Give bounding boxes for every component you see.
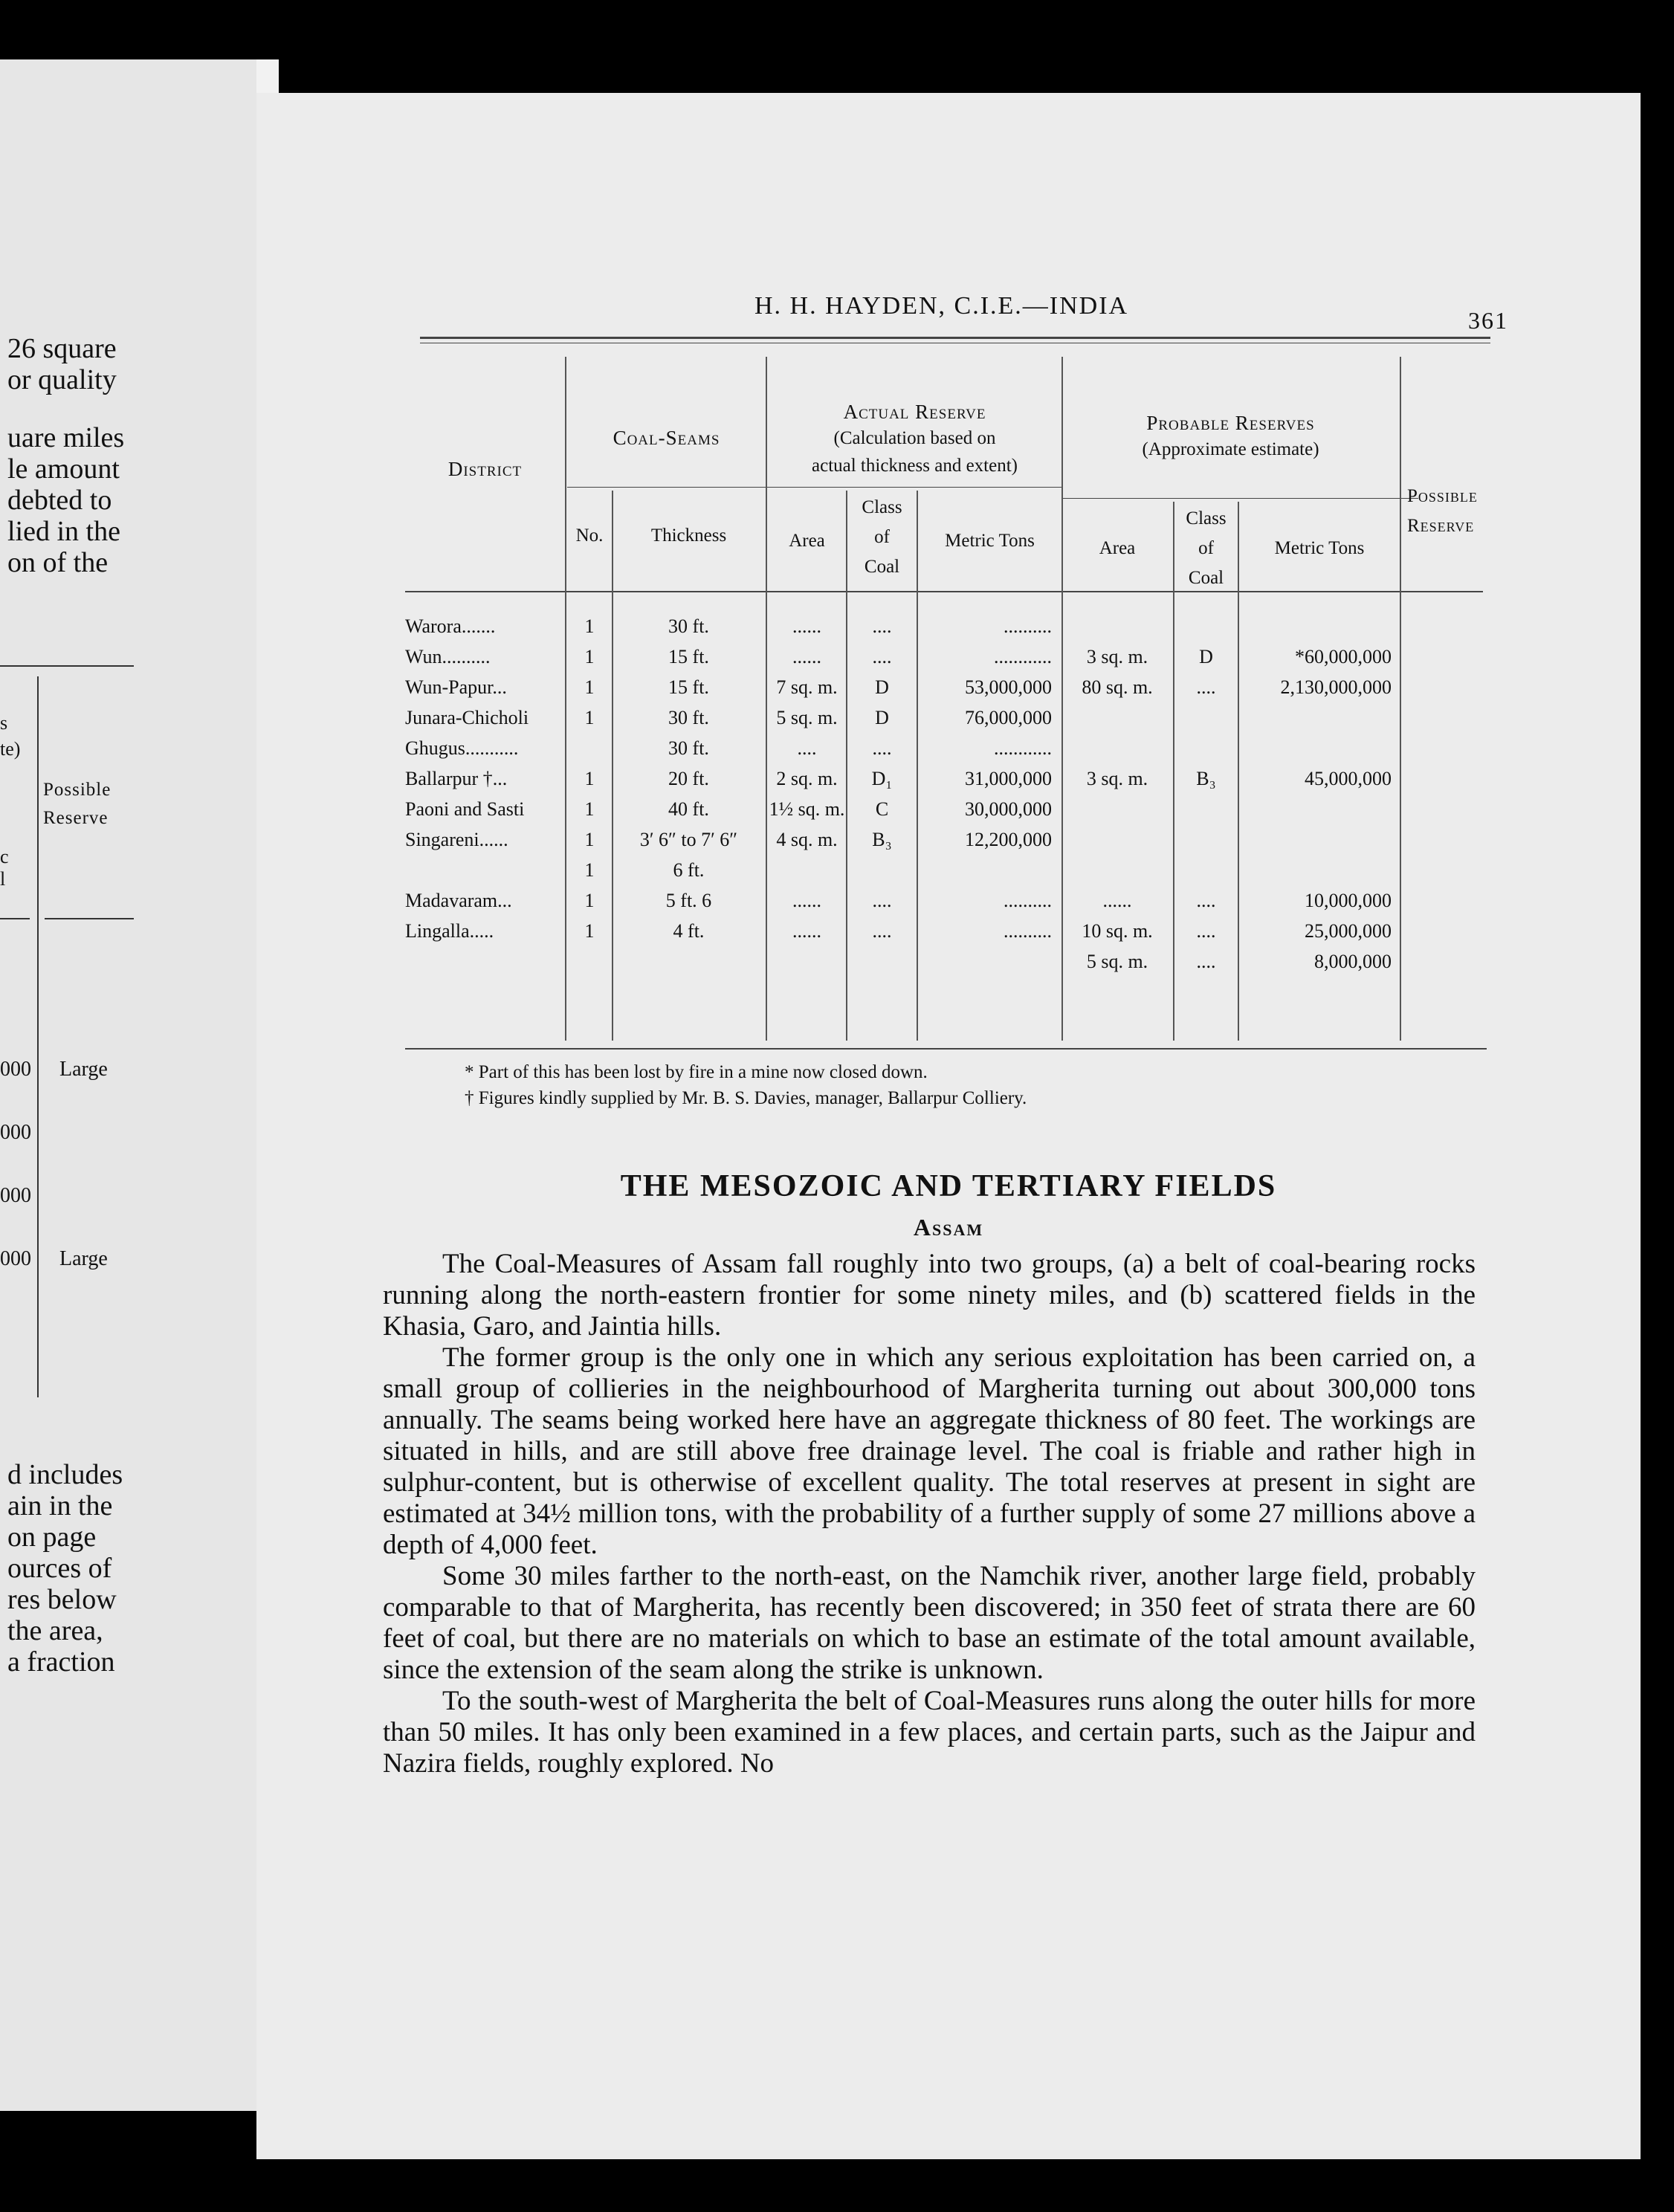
cell-no: 1 bbox=[584, 890, 595, 911]
left-line: uare miles bbox=[7, 422, 125, 453]
cell-a-tons: ............ bbox=[994, 737, 1052, 759]
header-actual-sub: (Calculation based on bbox=[833, 428, 996, 448]
cell-thickness: 15 ft. bbox=[668, 646, 709, 667]
left-table-possible: Large bbox=[59, 1247, 108, 1270]
leader-dots: ... bbox=[497, 890, 512, 911]
paragraph: To the south-west of Margherita the belt of Coal-Measures runs along the outer hills for more than 50 miles. It has only been examined in a few places, and certain parts, such as the Jaipur and Nazira fields, roughly explored. No bbox=[383, 1686, 1476, 1779]
cell-a-class: .... bbox=[872, 646, 892, 667]
header-actual-reserve: Actual Reserve bbox=[843, 401, 986, 423]
cell-no: 1 bbox=[584, 829, 595, 850]
cell-district bbox=[405, 922, 558, 941]
cell-a-area: ...... bbox=[792, 646, 821, 667]
cell-p-tons: 10,000,000 bbox=[1305, 890, 1392, 911]
cell-thickness: 15 ft. bbox=[668, 676, 709, 698]
leader-dots: ... bbox=[492, 676, 507, 698]
right-page bbox=[256, 93, 1641, 2159]
cell-thickness: 4 ft. bbox=[673, 920, 705, 942]
possible-header: Possible bbox=[43, 780, 112, 800]
cell-p-area: 3 sq. m. bbox=[1086, 646, 1148, 667]
footnote: * Part of this has been lost by fire in a mine now closed down. bbox=[465, 1062, 928, 1082]
cell-p-tons: 25,000,000 bbox=[1305, 920, 1392, 942]
cell-a-class: .... bbox=[872, 615, 892, 637]
coal-seams-underline bbox=[567, 487, 768, 488]
column-divider bbox=[766, 357, 767, 1041]
cell-thickness: 20 ft. bbox=[668, 768, 709, 789]
district-name: Paoni and Sasti bbox=[405, 798, 525, 820]
cell-thickness: 6 ft. bbox=[673, 859, 705, 881]
table-header-rule bbox=[405, 591, 1483, 592]
left-table-value: 000 bbox=[0, 1247, 31, 1270]
cell-a-area: .... bbox=[797, 737, 817, 759]
cell-a-class: D₁ bbox=[871, 768, 893, 789]
district-name: Ghugus bbox=[405, 737, 465, 759]
cell-thickness: 40 ft. bbox=[668, 798, 709, 820]
cell-p-class: .... bbox=[1196, 920, 1216, 942]
left-line: le amount bbox=[7, 453, 120, 485]
header-actual-class: of bbox=[874, 527, 890, 547]
leader-dots: ....... bbox=[461, 615, 496, 637]
header-probable-class: of bbox=[1198, 538, 1214, 558]
header-coal-seams: Coal-Seams bbox=[613, 427, 720, 449]
left-line: d includes bbox=[7, 1459, 123, 1490]
cell-a-tons: 12,200,000 bbox=[965, 829, 1052, 850]
header-probable-area: Area bbox=[1099, 538, 1136, 558]
cell-a-area: 5 sq. m. bbox=[776, 707, 838, 728]
district-name: Singareni bbox=[405, 829, 479, 850]
cell-a-tons: 76,000,000 bbox=[965, 707, 1052, 728]
paragraph: The Coal-Measures of Assam fall roughly into two groups, (a) a belt of coal-bearing rocks running along the north-eastern frontier for some ninety miles, and (b) scattered fields in the Khasia, Garo, and Jaintia hills. bbox=[383, 1249, 1476, 1342]
section-title: THE MESOZOIC AND TERTIARY FIELDS bbox=[620, 1169, 1277, 1203]
cell-a-area: 4 sq. m. bbox=[776, 829, 838, 850]
leader-dots: ...... bbox=[479, 829, 508, 850]
cell-thickness: 5 ft. 6 bbox=[665, 890, 712, 911]
cell-a-area: 2 sq. m. bbox=[776, 768, 838, 789]
header-probable-reserves: Probable Reserves bbox=[1146, 412, 1315, 434]
header-possible: Possible bbox=[1407, 486, 1478, 506]
paragraph: Some 30 miles farther to the north-east, on the Namchik river, another large field, probably comparable to that of Margherita, has recently been discovered; in 350 feet of strata there are 60 feet of coal, but there are no materials on which to base an estimate of the total amount available, since the extension of the seam along the strike is unknown. bbox=[383, 1561, 1476, 1685]
district-name: Lingalla bbox=[405, 920, 470, 942]
cell-a-tons: .......... bbox=[1004, 890, 1052, 911]
header-actual-sub: actual thickness and extent) bbox=[812, 456, 1018, 476]
leader-dots: ... bbox=[492, 768, 508, 789]
left-table-mark: l bbox=[0, 868, 6, 890]
district-name: Madavaram bbox=[405, 890, 498, 911]
left-line: a fraction bbox=[7, 1646, 115, 1678]
cell-no: 1 bbox=[584, 676, 595, 698]
footnote: † Figures kindly supplied by Mr. B. S. Davies, manager, Ballarpur Colliery. bbox=[465, 1088, 1027, 1108]
left-line: lied in the bbox=[7, 516, 120, 547]
cell-a-class: B₃ bbox=[872, 829, 892, 850]
cell-p-class: D bbox=[1199, 646, 1213, 667]
cell-no: 1 bbox=[584, 646, 595, 667]
cell-a-tons: 31,000,000 bbox=[965, 768, 1052, 789]
cell-district bbox=[405, 891, 558, 911]
cell-district bbox=[405, 739, 558, 758]
cell-a-tons: 30,000,000 bbox=[965, 798, 1052, 820]
left-line: or quality bbox=[7, 364, 117, 395]
cell-thickness: 30 ft. bbox=[668, 707, 709, 728]
header-actual-tons: Metric Tons bbox=[945, 531, 1035, 551]
table-bottom-rule bbox=[405, 1048, 1487, 1050]
left-line: on of the bbox=[7, 547, 109, 578]
cell-p-area: 5 sq. m. bbox=[1086, 951, 1148, 972]
left-table-header: s bbox=[0, 712, 8, 734]
district-name: Wun bbox=[405, 646, 442, 667]
cell-p-class: B₃ bbox=[1196, 768, 1216, 789]
cell-thickness: 30 ft. bbox=[668, 615, 709, 637]
left-line: debted to bbox=[7, 485, 112, 516]
cell-thickness: 30 ft. bbox=[668, 737, 709, 759]
cell-a-area: ...... bbox=[792, 890, 821, 911]
cell-no: 1 bbox=[584, 920, 595, 942]
header-probable-tons: Metric Tons bbox=[1274, 538, 1365, 558]
cell-p-tons: 45,000,000 bbox=[1305, 768, 1392, 789]
left-line: ources of bbox=[7, 1553, 112, 1584]
cell-a-area: 1½ sq. m. bbox=[769, 798, 845, 820]
left-table-mark: c bbox=[0, 846, 9, 867]
column-divider bbox=[565, 357, 566, 1041]
column-divider bbox=[612, 491, 613, 1041]
cell-a-tons: ............ bbox=[994, 646, 1052, 667]
district-name: Wun-Papur bbox=[405, 676, 493, 698]
cell-p-area: ...... bbox=[1102, 890, 1132, 911]
cell-p-class: .... bbox=[1196, 951, 1216, 972]
left-table-value: 000 bbox=[0, 1121, 31, 1144]
cell-p-area: 80 sq. m. bbox=[1082, 676, 1153, 698]
cell-a-tons: .......... bbox=[1004, 920, 1052, 942]
header-no: No. bbox=[575, 525, 604, 546]
header-probable-sub: (Approximate estimate) bbox=[1142, 439, 1319, 459]
section-subtitle: Assam bbox=[913, 1214, 984, 1241]
cell-a-class: .... bbox=[872, 920, 892, 942]
cell-thickness: 3′ 6″ to 7′ 6″ bbox=[639, 829, 738, 850]
district-name: Warora bbox=[405, 615, 462, 637]
table-rule bbox=[0, 665, 134, 667]
district-name: Ballarpur † bbox=[405, 768, 493, 789]
body-text bbox=[383, 1249, 1476, 1779]
cell-p-tons: 2,130,000,000 bbox=[1280, 676, 1392, 698]
cell-a-area: ...... bbox=[792, 920, 821, 942]
leader-dots: ..... bbox=[469, 920, 494, 942]
left-line: the area, bbox=[7, 1615, 103, 1646]
column-divider bbox=[917, 491, 918, 1041]
left-table-possible: Large bbox=[59, 1058, 108, 1081]
page-number: 361 bbox=[1468, 307, 1508, 334]
cell-a-tons: 53,000,000 bbox=[965, 676, 1052, 698]
cell-district bbox=[405, 800, 558, 819]
cell-a-tons: .......... bbox=[1004, 615, 1052, 637]
left-page bbox=[0, 59, 256, 2111]
cell-a-area: ...... bbox=[792, 615, 821, 637]
left-line: on page bbox=[7, 1521, 97, 1553]
column-divider bbox=[37, 676, 39, 1397]
header-probable-class: Coal bbox=[1188, 568, 1224, 588]
paragraph: The former group is the only one in which any serious exploitation has been carried on, a small group of collieries in the neighbourhood of Margherita turning out about 300,000 tons annually. The seams being worked here have an aggregate thickness of 80 feet. The workings are situated in hills, and are still above free drainage level. The coal is friable and rather high in sulphur-content, but is otherwise of excellent quality. The total reserves at present in sight are estimated at 34½ million tons, with the probability of a further supply of some 27 millions above a depth of 4,000 feet. bbox=[383, 1342, 1476, 1560]
cell-no: 1 bbox=[584, 615, 595, 637]
table-rule bbox=[0, 918, 30, 919]
header-thickness: Thickness bbox=[650, 525, 727, 546]
leader-dots: ........... bbox=[465, 737, 519, 759]
cell-no: 1 bbox=[584, 707, 595, 728]
cell-a-class: D bbox=[875, 676, 889, 698]
table-top-rule bbox=[420, 337, 1490, 339]
header-actual-class: Class bbox=[862, 497, 902, 517]
cell-a-area: 7 sq. m. bbox=[776, 676, 838, 698]
cell-district bbox=[405, 708, 558, 728]
header-reserve: Reserve bbox=[1407, 516, 1475, 536]
column-divider bbox=[1400, 357, 1401, 1041]
cell-no: 1 bbox=[584, 798, 595, 820]
table-rule bbox=[45, 918, 134, 919]
cell-p-class: .... bbox=[1196, 890, 1216, 911]
cell-p-tons: 8,000,000 bbox=[1314, 951, 1392, 972]
cell-district bbox=[405, 769, 558, 789]
cell-district bbox=[405, 678, 558, 697]
header-actual-area: Area bbox=[789, 531, 825, 551]
cell-district bbox=[405, 647, 558, 667]
cell-district bbox=[405, 617, 558, 636]
cell-a-class: .... bbox=[872, 890, 892, 911]
cell-a-class: .... bbox=[872, 737, 892, 759]
left-table-header: te) bbox=[0, 738, 21, 760]
header-district: District bbox=[447, 458, 523, 480]
left-line: res below bbox=[7, 1584, 117, 1615]
header-probable-class: Class bbox=[1186, 508, 1227, 528]
left-line: 26 square bbox=[7, 333, 117, 364]
cell-a-class: C bbox=[875, 798, 889, 820]
running-title: H. H. HAYDEN, C.I.E.—INDIA bbox=[754, 292, 1129, 320]
left-table-value: 000 bbox=[0, 1184, 31, 1207]
cell-p-class: .... bbox=[1196, 676, 1216, 698]
header-actual-class: Coal bbox=[864, 557, 900, 577]
cell-a-class: D bbox=[875, 707, 889, 728]
cell-no: 1 bbox=[584, 768, 595, 789]
probable-reserve-underline bbox=[1061, 498, 1418, 499]
district-name: Junara-Chicholi bbox=[405, 707, 529, 728]
leader-dots: .......... bbox=[442, 646, 491, 667]
reserve-header: Reserve bbox=[43, 808, 109, 828]
cell-district bbox=[405, 830, 558, 850]
actual-reserve-underline bbox=[768, 487, 1061, 488]
cell-p-tons: *60,000,000 bbox=[1295, 646, 1392, 667]
left-line: ain in the bbox=[7, 1490, 113, 1521]
cell-no: 1 bbox=[584, 859, 595, 881]
cell-p-area: 3 sq. m. bbox=[1086, 768, 1148, 789]
cell-p-area: 10 sq. m. bbox=[1082, 920, 1153, 942]
left-table-value: 000 bbox=[0, 1058, 31, 1081]
